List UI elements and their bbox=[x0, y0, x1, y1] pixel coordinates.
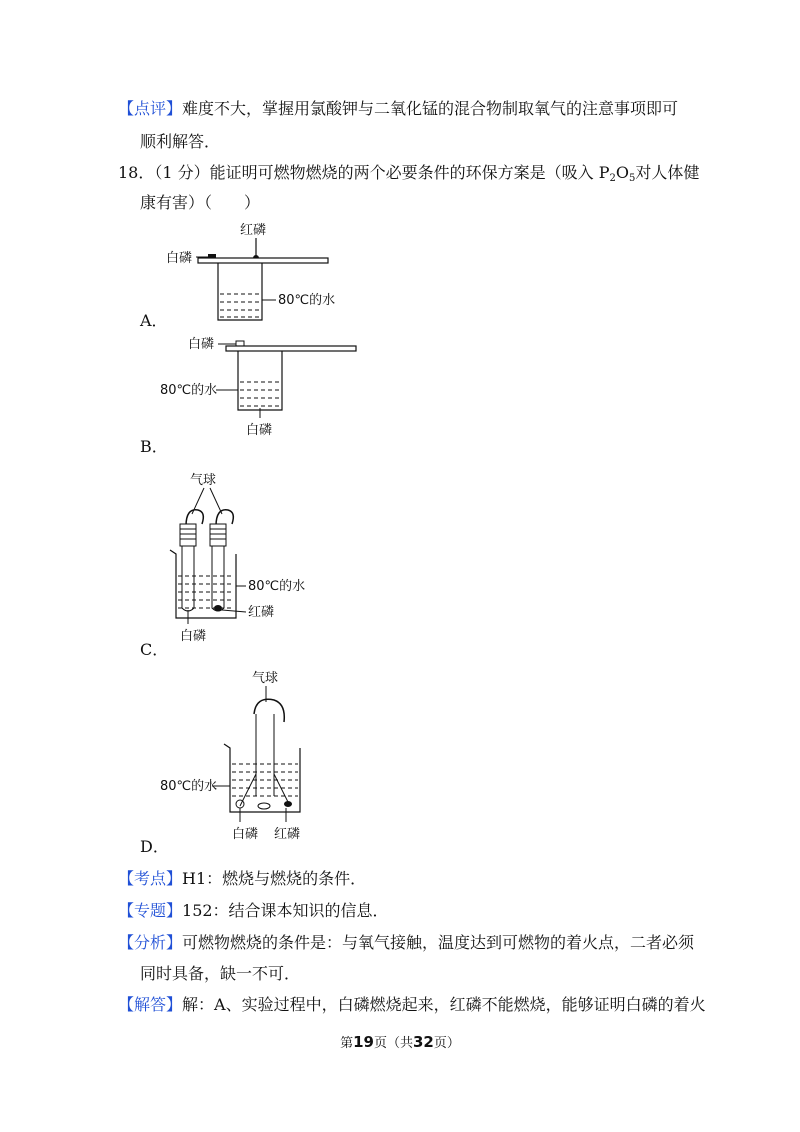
label-balloon: 气球 bbox=[252, 671, 279, 686]
question-text-a: 18．（1 分）能证明可燃物燃烧的两个必要条件的环保方案是（吸入 P bbox=[118, 163, 610, 182]
fenxi-line-2 bbox=[140, 963, 300, 985]
question-text-b: 对人体健 bbox=[635, 163, 700, 182]
footer-prefix: 第 bbox=[340, 1036, 354, 1051]
jieda-tag: 【解答】 bbox=[118, 995, 183, 1014]
kaodian-tag: 【考点】 bbox=[118, 869, 183, 888]
label-water: 80℃的水 bbox=[160, 383, 218, 398]
subscript-5: 5 bbox=[628, 173, 636, 184]
label-white-phosphorus: 白磷 bbox=[166, 251, 193, 266]
footer-suffix: 页） bbox=[433, 1036, 460, 1051]
option-d-label: D． bbox=[140, 837, 169, 856]
jieda-text: 解：A、实验过程中，白磷燃烧起来，红磷不能燃烧，能够证明白磷的着火 bbox=[182, 995, 706, 1014]
fenxi-line-1 bbox=[118, 932, 694, 954]
review-text-2: 顺利解答． bbox=[140, 132, 221, 151]
question-text-2: 康有害）（ ） bbox=[140, 193, 261, 212]
question-line-1 bbox=[118, 162, 699, 184]
review-line-1 bbox=[118, 98, 678, 120]
jieda-line bbox=[118, 994, 706, 1016]
diagram-d bbox=[160, 666, 360, 846]
total-pages: 32 bbox=[413, 1033, 434, 1051]
label-balloon: 气球 bbox=[190, 473, 217, 488]
page-number: 19 bbox=[353, 1033, 374, 1051]
footer-mid: 页（共 bbox=[373, 1036, 413, 1051]
label-white-phosphorus-top: 白磷 bbox=[188, 337, 215, 352]
label-white-phosphorus-bottom: 白磷 bbox=[246, 423, 273, 438]
review-line-2 bbox=[140, 131, 220, 153]
fenxi-text-1: 可燃物燃烧的条件是：与氧气接触，温度达到可燃物的着火点，二者必须 bbox=[182, 933, 695, 952]
label-water: 80℃的水 bbox=[160, 779, 218, 794]
label-red-phosphorus: 红磷 bbox=[240, 223, 267, 238]
kaodian-line bbox=[118, 868, 366, 890]
diagram-c bbox=[160, 468, 360, 648]
zhuanti-text: 152：结合课本知识的信息． bbox=[182, 901, 389, 920]
review-tag: 【点评】 bbox=[118, 99, 183, 118]
label-water: 80℃的水 bbox=[248, 579, 306, 594]
label-red-phosphorus: 红磷 bbox=[248, 605, 275, 620]
label-white-phosphorus: 白磷 bbox=[232, 827, 259, 842]
zhuanti-tag: 【专题】 bbox=[118, 901, 183, 920]
page-footer bbox=[0, 1032, 800, 1051]
diagram-a bbox=[160, 220, 360, 330]
zhuanti-line bbox=[118, 900, 389, 922]
option-a-label: A． bbox=[140, 311, 168, 330]
question-line-2 bbox=[140, 192, 260, 214]
diagram-b bbox=[160, 332, 360, 442]
fenxi-tag: 【分析】 bbox=[118, 933, 183, 952]
label-water: 80℃的水 bbox=[278, 293, 336, 308]
option-b-label: B． bbox=[140, 437, 168, 456]
label-white-phosphorus: 白磷 bbox=[180, 629, 207, 644]
subscript-2: 2 bbox=[609, 173, 616, 184]
label-red-phosphorus: 红磷 bbox=[274, 827, 301, 842]
kaodian-text: H1：燃烧与燃烧的条件． bbox=[182, 869, 367, 888]
review-text-1: 难度不大，掌握用氯酸钾与二氧化锰的混合物制取氧气的注意事项即可 bbox=[182, 99, 679, 118]
option-c-label: C． bbox=[140, 640, 169, 659]
fenxi-text-2: 同时具备，缺一不可． bbox=[140, 964, 301, 983]
oxygen-symbol: O bbox=[615, 163, 629, 182]
